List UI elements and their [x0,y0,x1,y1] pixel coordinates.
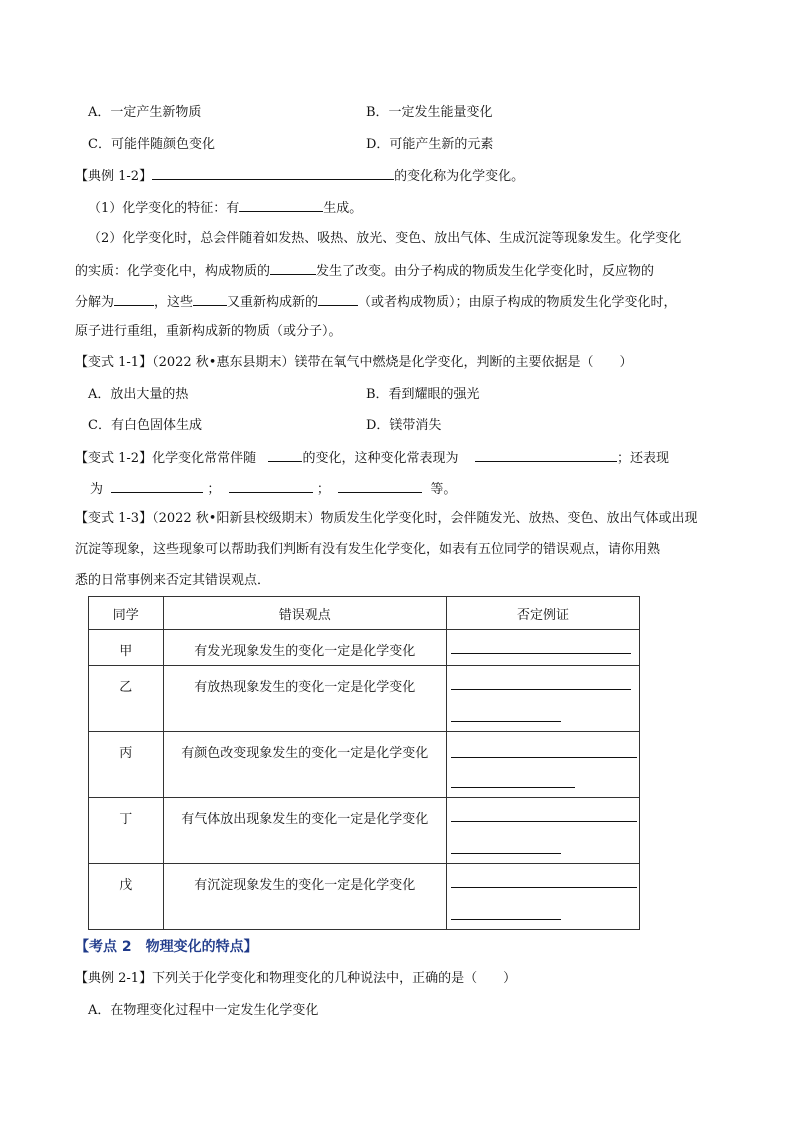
answer-line[interactable] [451,852,561,854]
answer-line[interactable] [451,786,575,788]
separator: ； [316,482,330,497]
answer-blank[interactable] [229,479,313,493]
example-1-2-line [75,166,524,186]
answer-blank[interactable] [268,448,302,462]
view-cell: 有颜色改变现象发生的变化一定是化学变化 [163,732,446,798]
answer-line[interactable] [451,720,561,722]
table-header-row [89,597,640,630]
essence-line-1: （2）化学变化时，总会伴随着如发热、吸热、放光、变色、放出气体、生成沉淀等现象发生。化学变化 [88,231,682,246]
answer-blank[interactable] [270,261,316,275]
essence-line-2 [75,261,654,281]
answer-blank[interactable] [239,198,323,212]
answer-cell[interactable] [447,732,640,798]
answer-cell[interactable] [447,666,640,732]
example-text: 的变化称为化学变化。 [394,169,525,184]
essence-text: 的实质：化学变化中，构成物质的 [75,264,271,279]
answer-blank[interactable] [114,292,154,306]
separator: ； [207,482,221,497]
header-counterexample: 否定例证 [447,597,640,630]
variant-text: ；还表现 [617,451,670,466]
header-student: 同学 [89,597,164,630]
variant-1-2-line-2 [90,479,456,499]
essence-line-4: 原子进行重组，重新构成新的物质（或分子）。 [75,324,342,339]
answer-blank[interactable] [318,292,358,306]
option-b: B．一定发生能量变化 [366,105,493,120]
variant-1-1-stem: 【变式 1-1】（2022 秋•惠东县期末）镁带在氧气中燃烧是化学变化，判断的主要依据是（ ） [75,355,633,370]
feature-line [88,198,362,218]
answer-blank[interactable] [193,292,227,306]
view-cell: 有气体放出现象发生的变化一定是化学变化 [163,798,446,864]
student-cell: 丁 [89,798,164,864]
variant-option-c: C．有白色固体生成 [88,418,202,433]
answer-cell[interactable] [447,798,640,864]
feature-text-end: 生成。 [323,201,363,216]
variant-option-d: D．镁带消失 [366,418,442,433]
essence-text: 分解为 [75,295,115,310]
option-a: A．一定产生新物质 [88,105,202,120]
section-heading: 【考点 2 物理变化的特点】 [75,939,258,955]
variant-1-3-line-3: 悉的日常事例来否定其错误观点． [75,573,271,588]
view-cell: 有放热现象发生的变化一定是化学变化 [163,666,446,732]
essence-text: ，这些 [154,295,194,310]
answer-line[interactable] [451,756,637,758]
student-cell: 戊 [89,864,164,930]
answer-blank[interactable] [152,166,394,180]
example-2-1-stem: 【典例 2-1】下列关于化学变化和物理变化的几种说法中，正确的是（ ） [75,971,517,986]
answer-line[interactable] [451,820,637,822]
answer-cell[interactable] [447,630,640,666]
answer-line[interactable] [451,886,637,888]
variant-option-a: A．放出大量的热 [88,387,189,402]
essence-text: 又重新构成新的 [227,295,319,310]
table-row [89,666,640,732]
answer-blank[interactable] [338,479,422,493]
answer-line[interactable] [451,918,561,920]
student-cell: 丙 [89,732,164,798]
essence-text: （或者构成物质）；由原子构成的物质发生化学变化时， [358,295,677,310]
variant-option-b: B．看到耀眼的强光 [366,387,480,402]
variant-text: 的变化，这种变化常表现为 [302,451,459,466]
example-tag: 【典例 1-2】 [75,169,153,184]
option-c: C．可能伴随颜色变化 [88,137,215,152]
misconception-table [88,596,640,930]
essence-text: 发生了改变。由分子构成的物质发生化学变化时，反应物的 [316,264,655,279]
table-row [89,732,640,798]
variant-text: 为 [90,482,104,497]
table-row [89,798,640,864]
variant-text: 等。 [430,482,457,497]
example-2-1-option-a: A．在物理变化过程中一定发生化学变化 [88,1003,319,1018]
table-row [89,864,640,930]
variant-1-3-line-1: 【变式 1-3】（2022 秋•阳新县校级期末）物质发生化学变化时，会伴随发光、放热、变色、放出气体或出现 [75,511,698,526]
essence-line-3 [75,292,677,312]
answer-cell[interactable] [447,864,640,930]
student-cell: 乙 [89,666,164,732]
variant-text: 【变式 1-2】化学变化常常伴随 [75,451,257,466]
answer-line[interactable] [451,652,631,654]
answer-line[interactable] [451,688,631,690]
view-cell: 有沉淀现象发生的变化一定是化学变化 [163,864,446,930]
variant-1-3-line-2: 沉淀等现象，这些现象可以帮助我们判断有没有发生化学变化，如表有五位同学的错误观点，请你用熟 [75,542,661,557]
variant-1-2-line-1 [75,448,669,468]
student-cell: 甲 [89,630,164,666]
answer-blank[interactable] [111,479,203,493]
option-d: D．可能产生新的元素 [366,137,494,152]
answer-blank[interactable] [475,448,617,462]
view-cell: 有发光现象发生的变化一定是化学变化 [163,630,446,666]
feature-text: （1）化学变化的特征：有 [88,201,240,216]
table-row [89,630,640,666]
header-view: 错误观点 [163,597,446,630]
